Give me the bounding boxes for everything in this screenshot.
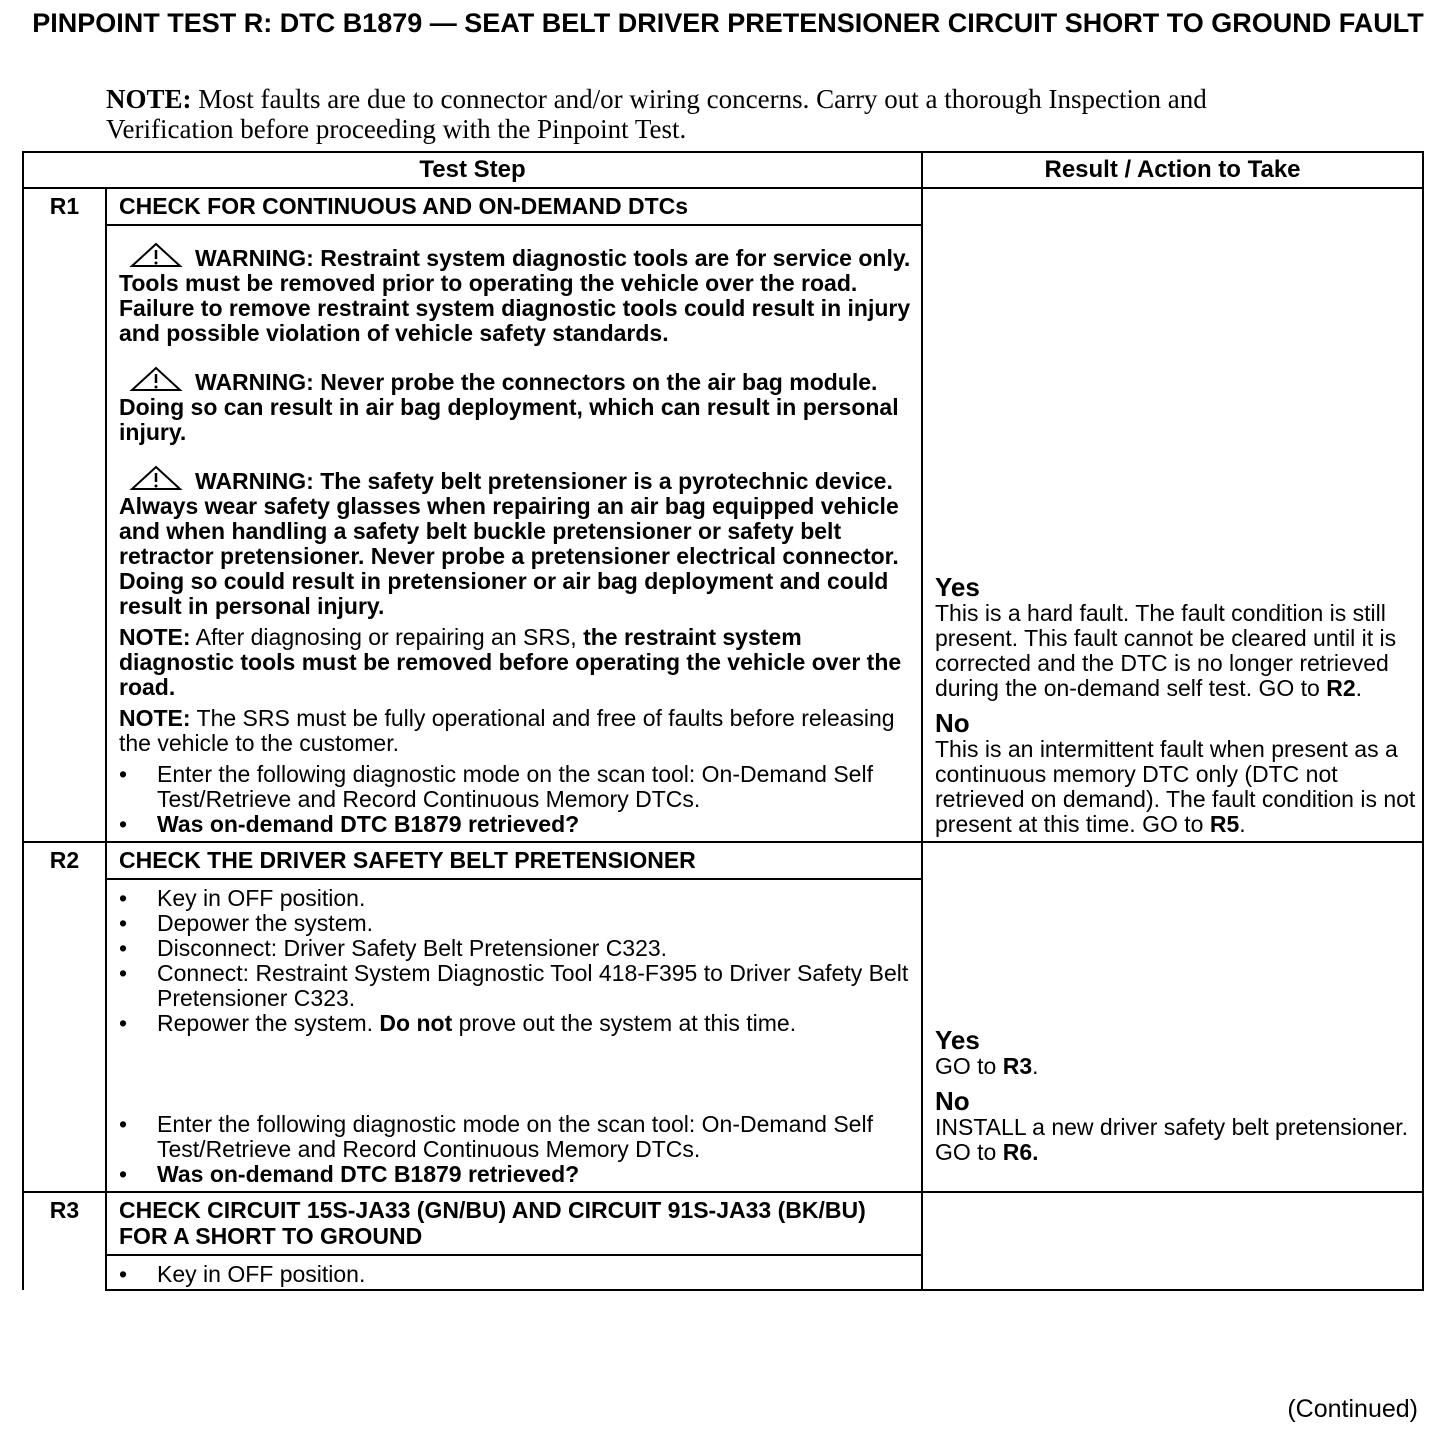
intro-note-text: Most faults are due to connector and/or wiring concerns. Carry out a thorough Inspection and Verification before proceeding with the Pinpoint Test.: [106, 84, 1207, 144]
table-header-row: [23, 152, 1423, 188]
r2-bullet-list: [119, 886, 911, 1036]
test-step-header: Test Step: [23, 152, 922, 188]
list-item: • Disconnect: Driver Safety Belt Pretensioner C323.: [119, 936, 911, 961]
result-action-header: Result / Action to Take: [922, 152, 1423, 188]
r2-bullet-5-rest: prove out the system at this time.: [452, 1010, 797, 1036]
list-item: • Depower the system.: [119, 911, 911, 936]
r2-bullet-5-text: Repower the system.: [157, 1010, 380, 1036]
step-r2-body: [106, 879, 922, 1192]
list-item: • Connect: Restraint System Diagnostic Tool 418-F395 to Driver Safety Belt Pretensioner C323.: [119, 961, 911, 1011]
r1-bullet-list: [119, 762, 911, 837]
warning-triangle-icon: [129, 242, 183, 268]
r2-no-description: INSTALL a new driver safety belt pretensioner. GO to: [935, 1114, 1409, 1165]
step-r2-heading-row: [23, 842, 1423, 879]
step-r2-result: [922, 842, 1423, 1192]
list-item: • Key in OFF position.: [119, 886, 911, 911]
r2-yes-text: GO to R3.: [935, 1053, 1039, 1079]
step-r2-id: R2: [23, 842, 106, 879]
step-r2-id-spacer: [23, 879, 106, 1192]
step-r3-body: [106, 1255, 922, 1290]
list-item: • Key in OFF position.: [119, 1262, 911, 1287]
r2-no-text: INSTALL a new driver safety belt pretensioner. GO to R6.: [935, 1114, 1409, 1165]
list-item: [119, 1011, 911, 1036]
step-r1-heading-row: [23, 188, 1423, 225]
r1-warning-1-text: WARNING: Restraint system diagnostic tools are for service only. Tools must be removed prior to operating the vehicle over the road. Failure to remove restraint system diagnostic tools could result in injury and possible violation of vehicle safety standards.: [119, 245, 911, 346]
list-item: • Enter the following diagnostic mode on the scan tool: On-Demand Self Test/Retrieve and Record Continuous Memory DTCs.: [119, 1112, 911, 1162]
r2-yes-description: GO to: [935, 1053, 1003, 1079]
intro-note-label: NOTE:: [106, 84, 192, 114]
r1-warning-1: [119, 242, 911, 346]
r1-note-1-label: NOTE:: [119, 624, 191, 650]
step-r2-heading: CHECK THE DRIVER SAFETY BELT PRETENSIONER: [106, 842, 922, 879]
r3-bullet-list: [119, 1262, 911, 1287]
r2-bullet-5-bold: Do not: [379, 1010, 453, 1036]
r1-note-2-label: NOTE:: [119, 705, 191, 731]
r1-warning-2-text: WARNING: Never probe the connectors on the air bag module. Doing so can result in air bag deployment, which can result in personal injury.: [119, 369, 899, 445]
step-r3-heading: CHECK CIRCUIT 15S-JA33 (GN/BU) AND CIRCUIT 91S-JA33 (BK/BU) FOR A SHORT TO GROUND: [106, 1192, 922, 1255]
r1-note-1-bold: the restraint system diagnostic tools must be removed before operating the vehicle over the road.: [119, 624, 902, 700]
r1-note-1-text: After diagnosing or repairing an SRS,: [190, 624, 584, 650]
r2-bullet-list-2: [119, 1112, 911, 1187]
r2-no-label: No: [935, 1086, 970, 1116]
r1-yes-description: This is a hard fault. The fault condition is still present. This fault cannot be cleared until it is corrected and the DTC is no longer retrieved during the on-demand self test. GO to: [935, 600, 1397, 701]
r1-no-label: No: [935, 708, 970, 738]
r1-note-2-text: The SRS must be fully operational and free of faults before releasing the vehicle to the customer.: [119, 705, 895, 756]
r1-question: Was on-demand DTC B1879 retrieved?: [157, 811, 580, 837]
list-item: • Enter the following diagnostic mode on the scan tool: On-Demand Self Test/Retrieve and Record Continuous Memory DTCs.: [119, 762, 911, 812]
step-r1-result: [922, 188, 1423, 842]
intro-note: [106, 84, 1266, 144]
r1-warning-3: [119, 465, 911, 619]
r1-no-goto: R5: [1209, 811, 1240, 837]
warning-triangle-icon: [129, 465, 183, 491]
step-r1-id-spacer: [23, 225, 106, 842]
step-r3-id: R3: [23, 1192, 106, 1255]
r1-yes-label: Yes: [935, 572, 980, 602]
r2-yes-goto: R3: [1002, 1053, 1033, 1079]
r1-no-text: This is an intermittent fault when present as a continuous memory DTC only (DTC not retrieved on demand). The fault condition is not present at this time. GO to R5.: [935, 736, 1416, 837]
continued-label: (Continued): [1287, 1395, 1418, 1423]
r1-yes-text: This is a hard fault. The fault condition is still present. This fault cannot be cleared until it is corrected and the DTC is no longer retrieved during the on-demand self test. GO to R2.: [935, 600, 1397, 701]
r2-yes-label: Yes: [935, 1025, 980, 1055]
r1-yes-goto: R2: [1326, 675, 1356, 701]
list-item: [119, 1162, 911, 1187]
r1-no-description: This is an intermittent fault when present as a continuous memory DTC only (DTC not retrieved on demand). The fault condition is not present at this time. GO to: [935, 736, 1416, 837]
step-r1-id: R1: [23, 188, 106, 225]
pinpoint-test-table: [22, 151, 1424, 1291]
step-r3-heading-row: [23, 1192, 1423, 1255]
r1-note-1: [119, 625, 911, 700]
r1-warning-2: [119, 366, 911, 445]
r1-note-2: [119, 706, 911, 756]
list-item: [119, 812, 911, 837]
step-r1-heading: CHECK FOR CONTINUOUS AND ON-DEMAND DTCs: [106, 188, 922, 225]
page-title: PINPOINT TEST R: DTC B1879 — SEAT BELT DRIVER PRETENSIONER CIRCUIT SHORT TO GROUND FAULT: [32, 8, 1424, 38]
r2-question: Was on-demand DTC B1879 retrieved?: [157, 1161, 580, 1187]
r2-gap: [119, 1036, 911, 1112]
r2-no-goto: R6: [1002, 1139, 1033, 1165]
step-r3-id-spacer: [23, 1255, 106, 1290]
step-r1-body: [106, 225, 922, 842]
step-r3-result: [922, 1192, 1423, 1290]
warning-triangle-icon: [129, 366, 183, 392]
r1-warning-3-text: WARNING: The safety belt pretensioner is a pyrotechnic device. Always wear safety glasses when repairing an air bag equipped vehicle and when handling a safety belt buckle pretensioner or safety belt retractor pretensioner. Never probe a pretensioner electrical connector. Doing so could result in pretensioner or air bag deployment and could result in personal injury.: [119, 468, 899, 619]
